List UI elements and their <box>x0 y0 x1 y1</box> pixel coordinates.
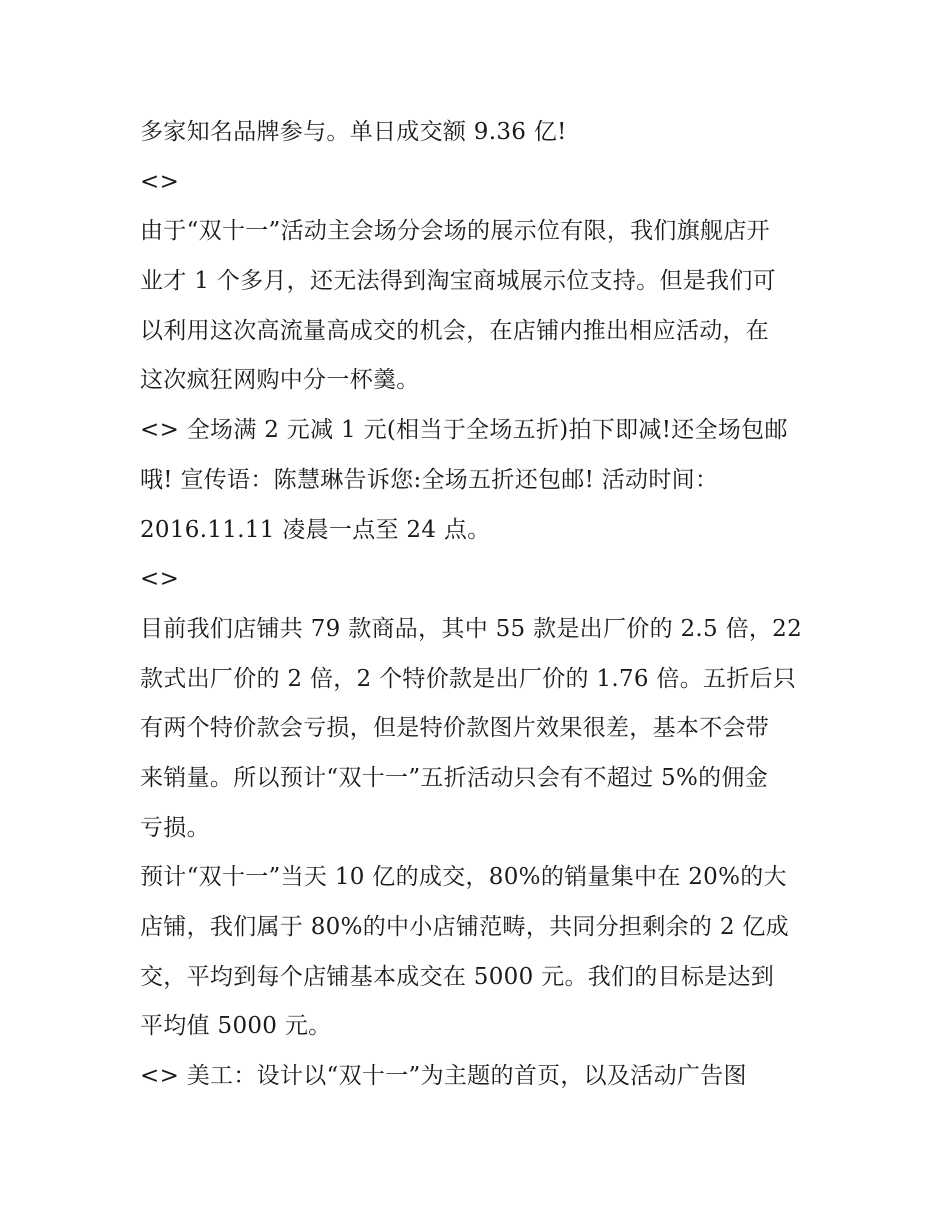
text-line: 平均值 5000 元。 <box>140 1013 332 1040</box>
text-line: 这次疯狂网购中分一杯羹。 <box>140 367 420 394</box>
text-line: 有两个特价款会亏损，但是特价款图片效果很差，基本不会带 <box>140 715 770 742</box>
text-line: <> <box>140 168 180 195</box>
text-line: 由于“双十一”活动主会场分会场的展示位有限，我们旗舰店开 <box>140 218 770 245</box>
text-line: 哦! 宣传语：陈慧琳告诉您:全场五折还包邮! 活动时间： <box>140 466 719 493</box>
text-line: 交，平均到每个店铺基本成交在 5000 元。我们的目标是达到 <box>140 963 775 990</box>
text-line: 亏损。 <box>140 814 210 841</box>
text-line: 多家知名品牌参与。单日成交额 9.36 亿! <box>140 119 567 145</box>
text-line: 预计“双十一”当天 10 亿的成交，80%的销量集中在 20%的大 <box>140 864 787 891</box>
text-line: <> <box>140 566 180 593</box>
text-line: <> 全场满 2 元减 1 元(相当于全场五折)拍下即减!还全场包邮 <box>140 417 788 444</box>
text-line: 款式出厂价的 2 倍，2 个特价款是出厂价的 1.76 倍。五折后只 <box>140 665 797 692</box>
text-line: 业才 1 个多月，还无法得到淘宝商城展示位支持。但是我们可 <box>140 268 776 295</box>
text-line: 来销量。所以预计“双十一”五折活动只会有不超过 5%的佣金 <box>140 764 769 791</box>
text-line: 以利用这次高流量高成交的机会，在店铺内推出相应活动，在 <box>140 317 770 344</box>
text-line: 店铺，我们属于 80%的中小店铺范畴，共同分担剩余的 2 亿成 <box>140 914 789 940</box>
text-line: <> 美工：设计以“双十一”为主题的首页，以及活动广告图 <box>140 1063 747 1090</box>
document-body <box>140 108 830 1102</box>
text-line: 2016.11.11 凌晨一点至 24 点。 <box>140 516 491 543</box>
text-line: 目前我们店铺共 79 款商品，其中 55 款是出厂价的 2.5 倍，22 <box>140 615 803 642</box>
